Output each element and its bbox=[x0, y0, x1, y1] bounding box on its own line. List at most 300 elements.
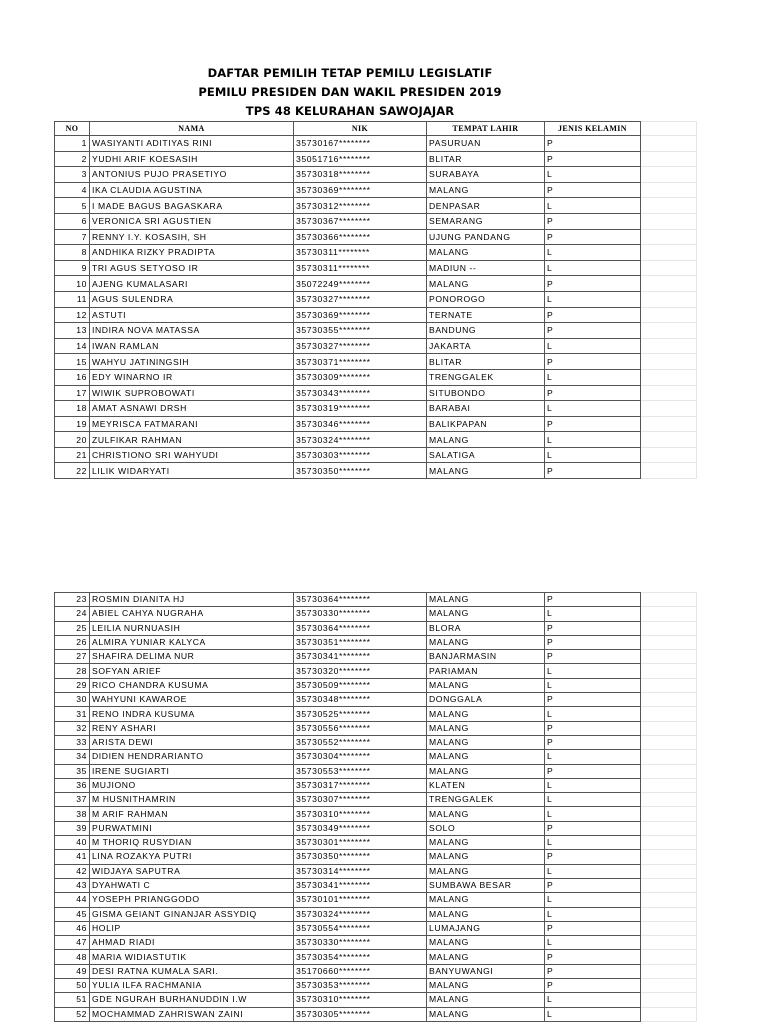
voter-gender: P bbox=[545, 850, 641, 864]
voter-birthplace: DONGGALA bbox=[427, 693, 545, 707]
empty-cell bbox=[641, 907, 697, 921]
table-row bbox=[55, 707, 697, 721]
voter-nik: 35072249******** bbox=[294, 276, 427, 292]
voter-birthplace: MALANG bbox=[427, 182, 545, 198]
voter-nik: 35730303******** bbox=[294, 447, 427, 463]
voter-name: WASIYANTI ADITIYAS RINI bbox=[90, 136, 294, 152]
voter-no: 52 bbox=[55, 1007, 90, 1021]
voter-name: I MADE BAGUS BAGASKARA bbox=[90, 198, 294, 214]
voter-name: DYAHWATI C bbox=[90, 878, 294, 892]
voter-gender: P bbox=[545, 621, 641, 635]
voter-birthplace: SITUBONDO bbox=[427, 385, 545, 401]
empty-cell bbox=[641, 416, 697, 432]
voter-gender: L bbox=[545, 167, 641, 183]
voter-birthplace: MALANG bbox=[427, 593, 545, 607]
voter-no: 36 bbox=[55, 778, 90, 792]
voter-nik: 35730369******** bbox=[294, 307, 427, 323]
voter-name: AHMAD RIADI bbox=[90, 936, 294, 950]
voter-nik: 35730348******** bbox=[294, 693, 427, 707]
voter-birthplace: MALANG bbox=[427, 836, 545, 850]
empty-cell bbox=[641, 793, 697, 807]
voter-nik: 35730556******** bbox=[294, 721, 427, 735]
table-row bbox=[55, 764, 697, 778]
table-row bbox=[55, 878, 697, 892]
voter-name: ANTONIUS PUJO PRASETIYO bbox=[90, 167, 294, 183]
voter-nik: 35730364******** bbox=[294, 621, 427, 635]
voter-gender: L bbox=[545, 607, 641, 621]
empty-cell bbox=[641, 354, 697, 370]
voter-birthplace: BLITAR bbox=[427, 151, 545, 167]
voter-no: 18 bbox=[55, 401, 90, 417]
voter-nik: 35730369******** bbox=[294, 182, 427, 198]
table-row bbox=[55, 182, 697, 198]
table-row bbox=[55, 778, 697, 792]
empty-cell bbox=[641, 463, 697, 479]
voter-nik: 35730327******** bbox=[294, 291, 427, 307]
table-row bbox=[55, 664, 697, 678]
table-row bbox=[55, 354, 697, 370]
voter-name: MARIA WIDIASTUTIK bbox=[90, 950, 294, 964]
empty-cell bbox=[641, 893, 697, 907]
empty-cell bbox=[641, 664, 697, 678]
voter-name: WAHYUNI KAWAROE bbox=[90, 693, 294, 707]
voter-nik: 35730301******** bbox=[294, 836, 427, 850]
voter-no: 25 bbox=[55, 621, 90, 635]
voter-name: SHAFIRA DELIMA NUR bbox=[90, 650, 294, 664]
voter-birthplace: BANJARMASIN bbox=[427, 650, 545, 664]
voter-no: 48 bbox=[55, 950, 90, 964]
voter-no: 13 bbox=[55, 323, 90, 339]
voter-gender: P bbox=[545, 354, 641, 370]
voter-nik: 35730327******** bbox=[294, 338, 427, 354]
voter-name: ARISTA DEWI bbox=[90, 735, 294, 749]
voter-no: 9 bbox=[55, 260, 90, 276]
empty-cell bbox=[641, 432, 697, 448]
voter-name: M THORIQ RUSYDIAN bbox=[90, 836, 294, 850]
voter-nik: 35730317******** bbox=[294, 778, 427, 792]
table-row bbox=[55, 964, 697, 978]
table-row bbox=[55, 463, 697, 479]
voter-name: YOSEPH PRIANGGODO bbox=[90, 893, 294, 907]
voter-gender: P bbox=[545, 921, 641, 935]
table-row bbox=[55, 136, 697, 152]
empty-cell bbox=[641, 1007, 697, 1021]
empty-cell bbox=[641, 650, 697, 664]
empty-cell bbox=[641, 369, 697, 385]
voter-birthplace: MALANG bbox=[427, 936, 545, 950]
voter-nik: 35730346******** bbox=[294, 416, 427, 432]
voter-nik: 35730309******** bbox=[294, 369, 427, 385]
voter-gender: L bbox=[545, 936, 641, 950]
voter-gender: L bbox=[545, 778, 641, 792]
voter-no: 46 bbox=[55, 921, 90, 935]
empty-cell bbox=[641, 151, 697, 167]
voter-name: ALMIRA YUNIAR KALYCA bbox=[90, 635, 294, 649]
voter-nik: 35730354******** bbox=[294, 950, 427, 964]
voter-name: MUJIONO bbox=[90, 778, 294, 792]
voter-name: LEILIA NURNUASIH bbox=[90, 621, 294, 635]
voter-nik: 35730350******** bbox=[294, 463, 427, 479]
table-row bbox=[55, 721, 697, 735]
voter-nik: 35730552******** bbox=[294, 735, 427, 749]
voter-no: 38 bbox=[55, 807, 90, 821]
voter-name: YUDHI ARIF KOESASIH bbox=[90, 151, 294, 167]
voter-no: 35 bbox=[55, 764, 90, 778]
table-row bbox=[55, 807, 697, 821]
table-row bbox=[55, 921, 697, 935]
voter-birthplace: MALANG bbox=[427, 607, 545, 621]
voter-gender: L bbox=[545, 678, 641, 692]
table-row bbox=[55, 593, 697, 607]
title-line-2: PEMILU PRESIDEN DAN WAKIL PRESIDEN 2019 bbox=[198, 85, 502, 99]
voter-gender: P bbox=[545, 276, 641, 292]
table-row bbox=[55, 447, 697, 463]
voter-no: 43 bbox=[55, 878, 90, 892]
voter-gender: P bbox=[545, 764, 641, 778]
voter-gender: P bbox=[545, 151, 641, 167]
table-row bbox=[55, 836, 697, 850]
empty-cell bbox=[641, 778, 697, 792]
voter-nik: 35730341******** bbox=[294, 650, 427, 664]
table-row bbox=[55, 750, 697, 764]
header-tempat-lahir: TEMPAT LAHIR bbox=[427, 122, 545, 136]
voter-name: HOLIP bbox=[90, 921, 294, 935]
empty-cell bbox=[641, 607, 697, 621]
voter-gender: L bbox=[545, 993, 641, 1007]
voter-nik: 35730318******** bbox=[294, 167, 427, 183]
voter-no: 44 bbox=[55, 893, 90, 907]
voter-name: WAHYU JATININGSIH bbox=[90, 354, 294, 370]
voter-birthplace: MALANG bbox=[427, 432, 545, 448]
voter-birthplace: BARABAI bbox=[427, 401, 545, 417]
voter-gender: L bbox=[545, 907, 641, 921]
empty-cell bbox=[641, 122, 697, 136]
empty-cell bbox=[641, 750, 697, 764]
voter-name: DESI RATNA KUMALA SARI. bbox=[90, 964, 294, 978]
voter-birthplace: MALANG bbox=[427, 707, 545, 721]
title-line-1: DAFTAR PEMILIH TETAP PEMILU LEGISLATIF bbox=[207, 66, 493, 80]
voter-gender: L bbox=[545, 198, 641, 214]
voter-gender: P bbox=[545, 721, 641, 735]
voter-no: 14 bbox=[55, 338, 90, 354]
empty-cell bbox=[641, 950, 697, 964]
voter-nik: 35730324******** bbox=[294, 907, 427, 921]
voter-gender: P bbox=[545, 416, 641, 432]
voter-birthplace: MALANG bbox=[427, 635, 545, 649]
voter-birthplace: MADIUN -- bbox=[427, 260, 545, 276]
table-row bbox=[55, 432, 697, 448]
voter-birthplace: TRENGGALEK bbox=[427, 369, 545, 385]
voter-nik: 35730350******** bbox=[294, 850, 427, 864]
empty-cell bbox=[641, 447, 697, 463]
empty-cell bbox=[641, 764, 697, 778]
voter-no: 37 bbox=[55, 793, 90, 807]
voter-name: M HUSNITHAMRIN bbox=[90, 793, 294, 807]
empty-cell bbox=[641, 276, 697, 292]
table-row bbox=[55, 291, 697, 307]
voter-nik: 35730355******** bbox=[294, 323, 427, 339]
voter-birthplace: MALANG bbox=[427, 721, 545, 735]
empty-cell bbox=[641, 878, 697, 892]
voter-nik: 35170660******** bbox=[294, 964, 427, 978]
voter-no: 28 bbox=[55, 664, 90, 678]
voter-birthplace: MALANG bbox=[427, 907, 545, 921]
voter-gender: L bbox=[545, 707, 641, 721]
voter-nik: 35730310******** bbox=[294, 993, 427, 1007]
voter-birthplace: SALATIGA bbox=[427, 447, 545, 463]
voter-birthplace: KLATEN bbox=[427, 778, 545, 792]
empty-cell bbox=[641, 979, 697, 993]
empty-cell bbox=[641, 198, 697, 214]
empty-cell bbox=[641, 385, 697, 401]
table-row bbox=[55, 229, 697, 245]
voter-birthplace: MALANG bbox=[427, 979, 545, 993]
voter-gender: P bbox=[545, 950, 641, 964]
voter-gender: L bbox=[545, 369, 641, 385]
voter-name: RENY ASHARI bbox=[90, 721, 294, 735]
voter-nik: 35730314******** bbox=[294, 864, 427, 878]
voter-no: 4 bbox=[55, 182, 90, 198]
voter-no: 32 bbox=[55, 721, 90, 735]
voter-name: GISMA GEIANT GINANJAR ASSYDIQ bbox=[90, 907, 294, 921]
table-row bbox=[55, 993, 697, 1007]
voter-name: ASTUTI bbox=[90, 307, 294, 323]
voter-gender: P bbox=[545, 136, 641, 152]
voter-no: 7 bbox=[55, 229, 90, 245]
voter-no: 24 bbox=[55, 607, 90, 621]
voter-name: WIDJAYA SAPUTRA bbox=[90, 864, 294, 878]
voter-birthplace: TRENGGALEK bbox=[427, 793, 545, 807]
voter-nik: 35730305******** bbox=[294, 1007, 427, 1021]
voter-nik: 35730330******** bbox=[294, 607, 427, 621]
voter-birthplace: SURABAYA bbox=[427, 167, 545, 183]
voter-nik: 35730320******** bbox=[294, 664, 427, 678]
voter-gender: P bbox=[545, 650, 641, 664]
empty-cell bbox=[641, 707, 697, 721]
voter-nik: 35730351******** bbox=[294, 635, 427, 649]
voter-name: IRENE SUGIARTI bbox=[90, 764, 294, 778]
voter-no: 20 bbox=[55, 432, 90, 448]
voter-no: 50 bbox=[55, 979, 90, 993]
voter-nik: 35730311******** bbox=[294, 245, 427, 261]
empty-cell bbox=[641, 307, 697, 323]
voter-no: 39 bbox=[55, 821, 90, 835]
table-row bbox=[55, 338, 697, 354]
voter-birthplace: UJUNG PANDANG bbox=[427, 229, 545, 245]
table-row bbox=[55, 821, 697, 835]
voter-birthplace: SUMBAWA BESAR bbox=[427, 878, 545, 892]
table-row bbox=[55, 907, 697, 921]
empty-cell bbox=[641, 338, 697, 354]
voter-gender: P bbox=[545, 385, 641, 401]
voter-gender: P bbox=[545, 182, 641, 198]
voter-birthplace: MALANG bbox=[427, 1007, 545, 1021]
voter-nik: 35730349******** bbox=[294, 821, 427, 835]
voter-no: 49 bbox=[55, 964, 90, 978]
table-row bbox=[55, 323, 697, 339]
voter-no: 15 bbox=[55, 354, 90, 370]
voter-no: 26 bbox=[55, 635, 90, 649]
voter-birthplace: BLITAR bbox=[427, 354, 545, 370]
empty-cell bbox=[641, 678, 697, 692]
voter-no: 22 bbox=[55, 463, 90, 479]
voter-no: 31 bbox=[55, 707, 90, 721]
voter-gender: L bbox=[545, 664, 641, 678]
voter-table-part-1 bbox=[54, 121, 697, 479]
voter-birthplace: MALANG bbox=[427, 950, 545, 964]
header-no: NO bbox=[55, 122, 90, 136]
voter-no: 41 bbox=[55, 850, 90, 864]
table-row bbox=[55, 307, 697, 323]
voter-nik: 35730371******** bbox=[294, 354, 427, 370]
voter-gender: P bbox=[545, 964, 641, 978]
voter-no: 17 bbox=[55, 385, 90, 401]
voter-table-part-2 bbox=[54, 592, 697, 1022]
voter-no: 33 bbox=[55, 735, 90, 749]
voter-name: AMAT ASNAWI DRSH bbox=[90, 401, 294, 417]
empty-cell bbox=[641, 721, 697, 735]
voter-name: TRI AGUS SETYOSO IR bbox=[90, 260, 294, 276]
voter-gender: L bbox=[545, 1007, 641, 1021]
empty-cell bbox=[641, 864, 697, 878]
voter-no: 8 bbox=[55, 245, 90, 261]
voter-no: 10 bbox=[55, 276, 90, 292]
voter-no: 3 bbox=[55, 167, 90, 183]
voter-no: 47 bbox=[55, 936, 90, 950]
document-title bbox=[0, 64, 700, 121]
voter-no: 29 bbox=[55, 678, 90, 692]
header-nik: NIK bbox=[294, 122, 427, 136]
empty-cell bbox=[641, 260, 697, 276]
empty-cell bbox=[641, 850, 697, 864]
voter-no: 11 bbox=[55, 291, 90, 307]
voter-birthplace: JAKARTA bbox=[427, 338, 545, 354]
voter-no: 45 bbox=[55, 907, 90, 921]
table-row bbox=[55, 1007, 697, 1021]
empty-cell bbox=[641, 182, 697, 198]
table-row bbox=[55, 401, 697, 417]
voter-gender: L bbox=[545, 338, 641, 354]
voter-birthplace: MALANG bbox=[427, 678, 545, 692]
empty-cell bbox=[641, 735, 697, 749]
voter-birthplace: BALIKPAPAN bbox=[427, 416, 545, 432]
voter-nik: 35730366******** bbox=[294, 229, 427, 245]
voter-no: 19 bbox=[55, 416, 90, 432]
voter-no: 21 bbox=[55, 447, 90, 463]
voter-birthplace: MALANG bbox=[427, 993, 545, 1007]
voter-name: EDY WINARNO IR bbox=[90, 369, 294, 385]
voter-gender: L bbox=[545, 401, 641, 417]
voter-name: ANDHIKA RIZKY PRADIPTA bbox=[90, 245, 294, 261]
table-row bbox=[55, 635, 697, 649]
voter-birthplace: MALANG bbox=[427, 807, 545, 821]
voter-gender: L bbox=[545, 836, 641, 850]
voter-name: CHRISTIONO SRI WAHYUDI bbox=[90, 447, 294, 463]
voter-nik: 35730367******** bbox=[294, 213, 427, 229]
empty-cell bbox=[641, 401, 697, 417]
table-row bbox=[55, 260, 697, 276]
voter-gender: L bbox=[545, 750, 641, 764]
table-row bbox=[55, 950, 697, 964]
voter-no: 30 bbox=[55, 693, 90, 707]
table-row bbox=[55, 385, 697, 401]
voter-name: GDE NGURAH BURHANUDDIN I.W bbox=[90, 993, 294, 1007]
table-row bbox=[55, 979, 697, 993]
voter-no: 51 bbox=[55, 993, 90, 1007]
table-row bbox=[55, 167, 697, 183]
table-row bbox=[55, 213, 697, 229]
voter-name: INDIRA NOVA MATASSA bbox=[90, 323, 294, 339]
table-header-row bbox=[55, 122, 697, 136]
voter-birthplace: PARIAMAN bbox=[427, 664, 545, 678]
voter-birthplace: MALANG bbox=[427, 750, 545, 764]
voter-gender: P bbox=[545, 979, 641, 993]
voter-birthplace: SOLO bbox=[427, 821, 545, 835]
voter-gender: L bbox=[545, 291, 641, 307]
voter-name: IKA CLAUDIA AGUSTINA bbox=[90, 182, 294, 198]
voter-nik: 35730319******** bbox=[294, 401, 427, 417]
empty-cell bbox=[641, 136, 697, 152]
empty-cell bbox=[641, 593, 697, 607]
voter-gender: L bbox=[545, 245, 641, 261]
voter-gender: P bbox=[545, 213, 641, 229]
voter-name: ZULFIKAR RAHMAN bbox=[90, 432, 294, 448]
voter-birthplace: MALANG bbox=[427, 893, 545, 907]
voter-gender: P bbox=[545, 878, 641, 892]
voter-birthplace: TERNATE bbox=[427, 307, 545, 323]
voter-name: WIWIK SUPROBOWATI bbox=[90, 385, 294, 401]
voter-nik: 35730341******** bbox=[294, 878, 427, 892]
voter-nik: 35730324******** bbox=[294, 432, 427, 448]
voter-gender: L bbox=[545, 893, 641, 907]
voter-nik: 35730554******** bbox=[294, 921, 427, 935]
voter-name: ROSMIN DIANITA HJ bbox=[90, 593, 294, 607]
voter-name: LILIK WIDARYATI bbox=[90, 463, 294, 479]
table-row bbox=[55, 416, 697, 432]
table-row bbox=[55, 245, 697, 261]
table-row bbox=[55, 850, 697, 864]
empty-cell bbox=[641, 167, 697, 183]
empty-cell bbox=[641, 993, 697, 1007]
voter-gender: L bbox=[545, 432, 641, 448]
voter-name: MEYRISCA FATMARANI bbox=[90, 416, 294, 432]
voter-gender: P bbox=[545, 821, 641, 835]
table-row bbox=[55, 650, 697, 664]
empty-cell bbox=[641, 291, 697, 307]
empty-cell bbox=[641, 213, 697, 229]
empty-cell bbox=[641, 821, 697, 835]
voter-nik: 35051716******** bbox=[294, 151, 427, 167]
voter-nik: 35730343******** bbox=[294, 385, 427, 401]
voter-name: YULIA ILFA RACHMANIA bbox=[90, 979, 294, 993]
empty-cell bbox=[641, 936, 697, 950]
voter-birthplace: LUMAJANG bbox=[427, 921, 545, 935]
voter-gender: P bbox=[545, 323, 641, 339]
table-row bbox=[55, 693, 697, 707]
table-row bbox=[55, 276, 697, 292]
voter-nik: 35730101******** bbox=[294, 893, 427, 907]
voter-nik: 35730167******** bbox=[294, 136, 427, 152]
voter-name: PURWATMINI bbox=[90, 821, 294, 835]
voter-nik: 35730311******** bbox=[294, 260, 427, 276]
voter-nik: 35730509******** bbox=[294, 678, 427, 692]
voter-name: DIDIEN HENDRARIANTO bbox=[90, 750, 294, 764]
voter-gender: P bbox=[545, 593, 641, 607]
voter-birthplace: DENPASAR bbox=[427, 198, 545, 214]
voter-birthplace: PONOROGO bbox=[427, 291, 545, 307]
voter-birthplace: MALANG bbox=[427, 735, 545, 749]
voter-no: 1 bbox=[55, 136, 90, 152]
